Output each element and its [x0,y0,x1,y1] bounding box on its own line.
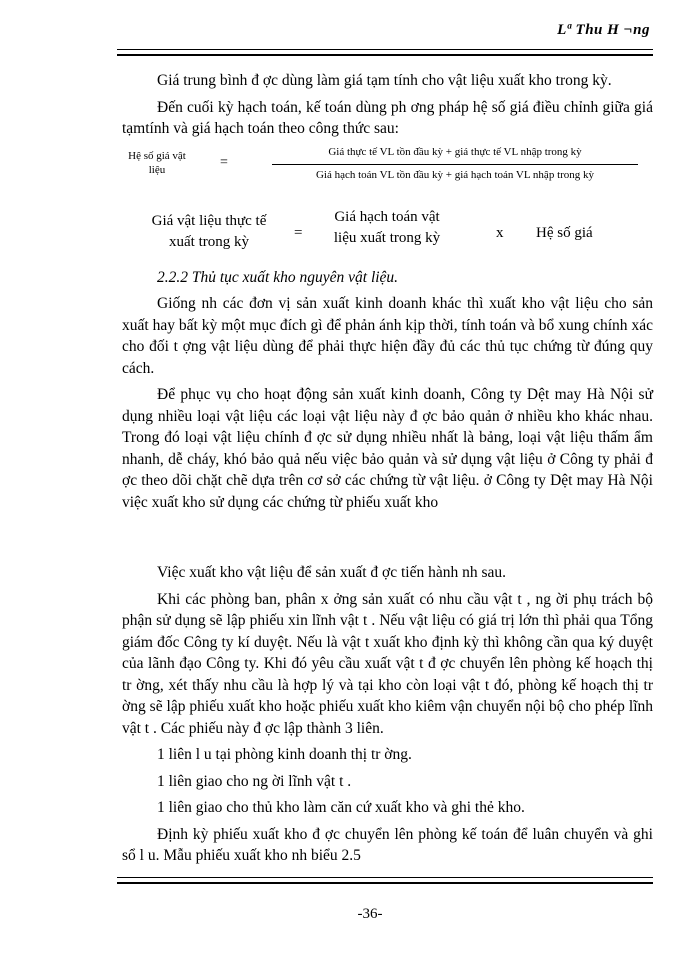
paragraph-request-process: Khi các phòng ban, phân x ởng sản xuất có nhu cầu vật t , ng ời phụ trách bộ phận sử dụng sẽ lập phiếu xin lĩnh vật t . Nếu vật liệu có giá trị lớn thì phải qua Tổng giám đốc Công ty kí duyệt. Nếu là vật t xuất kho định kỳ thì không cần qua ký duyệt của lãnh đạo Công ty. Khi đó yêu cầu xuất vật t đ ợc chuyển lên phòng kế hoạch thị tr ờng, xét thấy nhu cầu là hợp lý và tại kho còn loại vật t đó, phòng kế hoạch thị tr ờng sẽ lập phiếu xuất kho hoặc phiếu xuất kho kiêm vận chuyển nội bộ cho phép lĩnh vật t . Các phiếu này đ ợc lập thành 3 liên. [122,590,653,737]
section-heading: 2.2.2 Thủ tục xuất kho nguyên vật liệu. [157,268,399,286]
paragraph-average-price: Giá trung bình đ ợc dùng làm giá tạm tính cho vật liệu xuất kho trong kỳ. [157,72,612,89]
list-item-copy-3: 1 liên giao cho thủ kho làm căn cứ xuất kho và ghi thẻ kho. [157,799,525,816]
formula2-lhs: Giá vật liệu thực tế xuất trong kỳ [151,212,267,250]
formula1-lhs: Hệ số giá vật liệu [128,149,186,176]
actual-price-formula [122,208,653,259]
formula2-middle-term: Giá hạch toán vật liệu xuất trong kỳ [333,208,441,246]
page-body [122,70,653,872]
blank-space [122,518,653,562]
footer-rule [117,877,653,884]
header-author: Lª Thu H ¬ng [557,22,650,38]
formula2-equals: = [294,224,303,241]
price-coefficient-formula [122,145,653,189]
formula2-times: x [496,224,504,241]
formula1-fraction [272,145,638,182]
paragraph-process-lead: Việc xuất kho vật liệu để sản xuất đ ợc tiến hành nh sau. [157,564,507,581]
paragraph-procedure-intro: Giống nh các đơn vị sản xuất kinh doanh khác thì xuất kho vật liệu cho sản xuất hay bất kỳ một mục đích gì để phản ánh kịp thời, tính toán và bổ xung chính xác cho đối t ợng vật liệu dùng để phải thực hiện đầy đủ các thủ tục chứng từ đúng quy cách. [122,295,653,377]
paragraph-periodic-transfer: Định kỳ phiếu xuất kho đ ợc chuyển lên phòng kế toán để luân chuyển và ghi sổ l u. Mẫu phiếu xuất kho nh biểu 2.5 [122,825,653,864]
list-item-copy-2: 1 liên giao cho ng ời lĩnh vật t . [157,772,352,790]
paragraph-coefficient-method: Đến cuối kỳ hạch toán, kế toán dùng ph ơng pháp hệ số giá điều chỉnh giữa giá tạmtính và giá hạch toán theo công thức sau: [122,98,653,137]
paragraph-company-materials: Để phục vụ cho hoạt động sản xuất kinh doanh, Công ty Dệt may Hà Nội sử dụng nhiều loại vật liệu các loại vật liệu này đ ợc bảo quản ở nhiều kho khác nhau. Trong đó loại vật liệu chính đ ợc sử dụng nhiều nhất là bảng, loại vật liệu thấm ẩm nhanh, dễ cháy, khó bảo quả nếu việc bảo quản và sử dụng vật liệu ở Công ty phải đ ợc theo dõi chặt chẽ dựa trên cơ sở các chứng từ vật liệu. ở Công ty Dệt may Hà Nội việc xuất kho sử dụng các chứng từ phiếu xuất kho [122,386,653,511]
formula1-numerator: Giá thực tế VL tồn đầu kỳ + giá thực tế VL nhập trong kỳ [328,145,582,158]
formula1-equals: = [220,154,228,170]
formula1-denominator: Giá hạch toán VL tồn đầu kỳ + giá hạch toán VL nhập trong kỳ [315,168,595,181]
list-item-copy-1: 1 liên l u tại phòng kinh doanh thị tr ờng. [157,746,412,763]
formula2-rhs: Hệ số giá [536,224,593,241]
header-rule [117,49,653,56]
page-number: -36- [357,906,383,922]
